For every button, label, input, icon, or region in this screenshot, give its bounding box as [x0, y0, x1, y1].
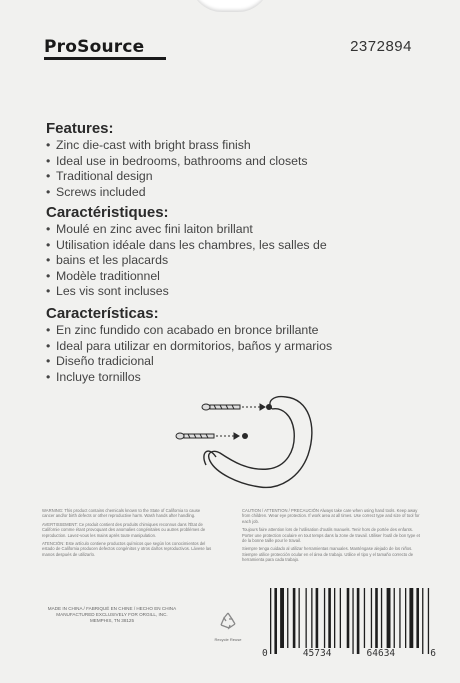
- brand-logo: [44, 37, 166, 59]
- features-heading-fr: Caractéristiques:: [46, 204, 169, 221]
- barcode-bar: [270, 588, 271, 654]
- feature-item: • Diseño tradicional: [46, 354, 426, 370]
- barcode-bar: [428, 588, 429, 654]
- feature-item: • Zinc die-cast with bright brass finish: [46, 138, 426, 154]
- barcode-bar: [394, 588, 395, 648]
- barcode-bar: [316, 588, 319, 648]
- feature-item: • Incluye tornillos: [46, 370, 426, 386]
- barcode-digit-group: 64634: [366, 648, 396, 659]
- barcode-bar: [324, 588, 325, 648]
- city-text: MEMPHIS, TN 38125: [89, 618, 135, 623]
- recycle-logo: [213, 610, 243, 654]
- barcode-bar: [274, 588, 277, 654]
- recycle-icon: [217, 610, 239, 632]
- feature-item: • Traditional design: [46, 169, 426, 185]
- barcode-bar: [364, 588, 365, 648]
- feature-item: • Moulé en zinc avec fini laiton brillant: [46, 222, 426, 238]
- recycle-label: Recycle Reuse: [214, 637, 242, 642]
- barcode-bar: [387, 588, 391, 648]
- barcode-bar: [299, 588, 300, 648]
- barcode-bar: [399, 588, 400, 648]
- features-list-es: [46, 323, 426, 385]
- warning-block-right: [242, 508, 420, 563]
- feature-item: • Les vis sont incluses: [46, 284, 426, 300]
- distributor-text: MANUFACTURED EXCLUSIVELY FOR ORGILL, INC.: [56, 612, 168, 617]
- brand-underline: [44, 57, 166, 60]
- features-french: [46, 204, 426, 300]
- warning-block-left: [42, 508, 212, 557]
- warning-text-fr: AVERTISSEMENT: Ce produit contient des produits chimiques reconnus dans l'État de Californie comme étant provoquant des anomalies congénitales ou autres problèmes de reproduction. Lavez-vous les mains après toute manipulation.: [42, 521, 206, 538]
- features-heading-en: Features:: [46, 120, 114, 137]
- barcode-bar: [334, 588, 335, 648]
- feature-item-continued: • bains et les placards: [46, 253, 426, 269]
- barcode-bar: [347, 588, 350, 648]
- screw-hole-top: [266, 404, 272, 410]
- barcode-digit-group: 45734: [302, 648, 332, 659]
- barcode-bar: [306, 588, 307, 648]
- barcode-bar: [280, 588, 284, 648]
- warning-text-es: ATENCIÓN: Este artículo contiene productos químicos que según los conocimientos del estado de California producen defectos congénitos y otros daños reproductivos. Lávese las manos después de utilizarlo.: [42, 541, 212, 557]
- barcode-bar: [409, 588, 413, 648]
- barcode-bar: [422, 588, 423, 654]
- screw-hole-bottom: [242, 433, 248, 439]
- caution-text-en: CAUTION / ATTENTION / PRECAUCIÓN Always take care when using hand tools. Keep away from children. Wear eye protection. If work area at all times. Use correct type and size of tool for each job.: [242, 508, 420, 524]
- barcode-bar: [357, 588, 360, 654]
- made-in-text: MADE IN CHINA / FABRIQUÉ EN CHINE / HECHO EN CHINA: [47, 606, 177, 611]
- feature-item: • Ideal use in bedrooms, bathrooms and closets: [46, 154, 426, 170]
- features-english: [46, 120, 426, 200]
- feature-item: • En zinc fundido con acabado en bronce brillante: [46, 323, 426, 339]
- brand-name: ProSource: [44, 37, 145, 57]
- barcode-bar: [405, 588, 406, 648]
- barcode-bar: [287, 588, 288, 648]
- hook-installation-diagram: [168, 385, 328, 500]
- sku-number: 2372894: [350, 38, 412, 55]
- caution-text-fr: Toujours faire attention lors de l'utilisation d'outils manuels. Tenir hors de portée des enfants. Porter une protection oculaire en tout temps dans la zone de travail. Utiliser l'outil de bon type et de la bonne taille pour le travail.: [242, 527, 420, 544]
- hang-hole: [190, 0, 270, 12]
- manufacturer-info: [42, 606, 182, 624]
- barcode-bar: [340, 588, 341, 648]
- barcode-digit-group: 6: [430, 648, 436, 659]
- features-list-fr: [46, 222, 426, 300]
- barcode-bar: [375, 588, 378, 648]
- caution-text-es: Siempre tenga cuidado al utilizar herramientas manuales. Manténgase alejado de los niños. Siempre utilice protección ocular en el área de trabajo. Utilice el tipo y el tamaño correcto de herramienta para cada trabajo.: [242, 546, 414, 563]
- features-heading-es: Características:: [46, 305, 159, 322]
- barcode-bar: [328, 588, 331, 648]
- barcode-bar: [352, 588, 353, 654]
- barcode-bar: [371, 588, 372, 648]
- feature-item: • Modèle traditionnel: [46, 269, 426, 285]
- feature-item: • Utilisation idéale dans les chambres, les salles de: [46, 238, 426, 254]
- barcode-bar: [311, 588, 312, 648]
- barcode-digit-group: 0: [262, 648, 268, 659]
- barcode-bar: [416, 588, 419, 648]
- warning-text-en: WARNING: This product contains chemicals known to the State of California to cause cancer and/or birth defects or other reproductive harm. Wash hands after handling.: [42, 508, 201, 519]
- features-list-en: [46, 138, 426, 200]
- hook-outline: [204, 397, 312, 488]
- barcode-number: [262, 648, 436, 659]
- screw-bottom: [176, 433, 239, 439]
- feature-item: • Screws included: [46, 185, 426, 201]
- feature-item: • Ideal para utilizar en dormitorios, baños y armarios: [46, 339, 426, 355]
- barcode-bar: [293, 588, 296, 648]
- screw-top: [202, 404, 265, 410]
- features-spanish: [46, 305, 426, 385]
- barcode-bar: [381, 588, 382, 648]
